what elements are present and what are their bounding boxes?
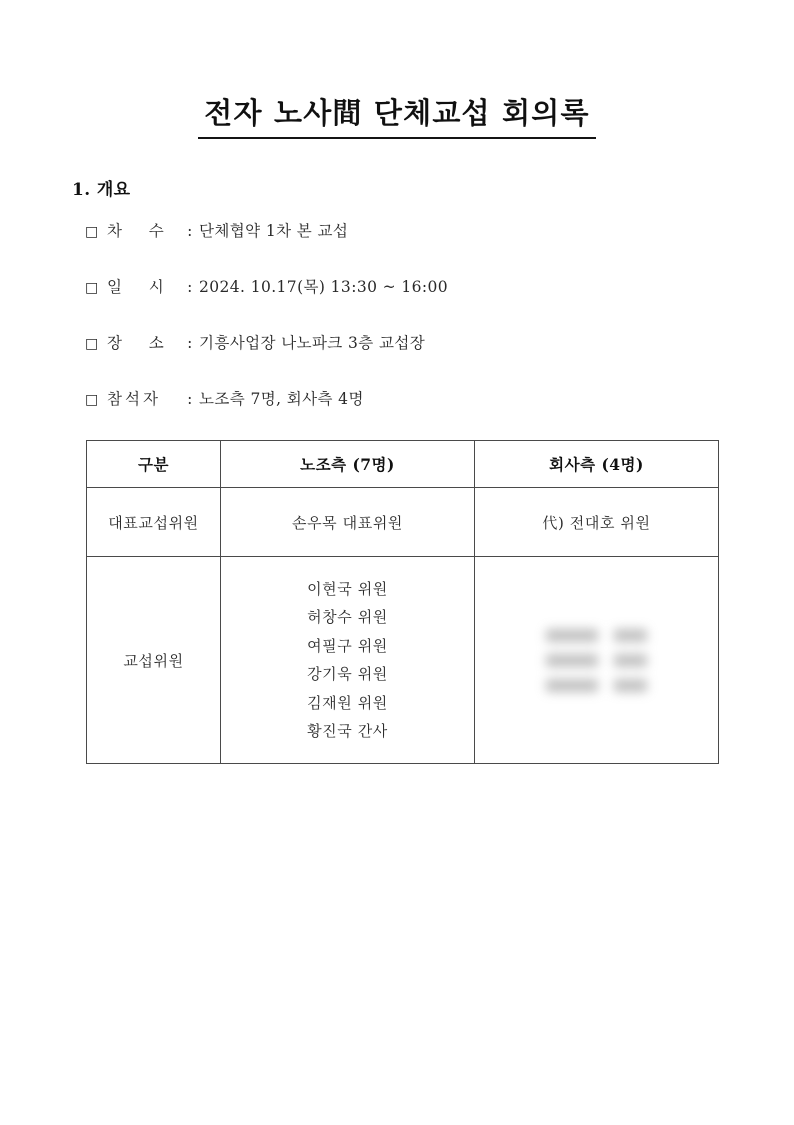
overview-item-value: 노조측 7명, 회사측 4명 xyxy=(199,390,364,408)
cell-union-members xyxy=(221,557,475,764)
list-item: 강기욱 위원 xyxy=(307,665,388,683)
overview-item-colon: : xyxy=(187,222,193,240)
list-item: 여필구 위원 xyxy=(307,636,388,655)
union-member-list xyxy=(221,575,474,746)
overview-item-colon: : xyxy=(187,278,193,296)
redacted-chunk xyxy=(546,629,598,642)
cell-company-representative: 代) 전대호 위원 xyxy=(475,488,719,557)
redacted-content xyxy=(475,629,718,692)
list-item: 김재원 위원 xyxy=(307,693,388,712)
section-heading-overview: 1. 개요 xyxy=(72,180,131,200)
overview-item-label: 일 시 xyxy=(107,278,167,296)
overview-item-label: 참석자 xyxy=(107,390,161,408)
column-header-category: 구분 xyxy=(87,441,221,488)
overview-item-round xyxy=(85,219,725,275)
list-item: 황진국 간사 xyxy=(307,722,388,740)
redacted-chunk xyxy=(546,679,598,692)
cell-category-members: 교섭위원 xyxy=(87,557,221,764)
redacted-chunk xyxy=(614,679,647,692)
overview-item-label: 차 수 xyxy=(107,222,167,240)
overview-item-value: 기흥사업장 나노파크 3층 교섭장 xyxy=(199,334,426,352)
attendee-table xyxy=(86,440,719,764)
table-row xyxy=(87,557,719,764)
square-bullet-icon: □ xyxy=(85,392,99,408)
redacted-line xyxy=(546,679,647,692)
overview-item-colon: : xyxy=(187,390,193,408)
table-header-row xyxy=(87,441,719,488)
column-header-company: 회사측 (4명) xyxy=(475,441,719,488)
cell-company-members-redacted xyxy=(475,557,719,764)
redacted-chunk xyxy=(546,654,598,667)
overview-list xyxy=(85,219,725,443)
overview-item-datetime xyxy=(85,275,725,331)
redacted-line xyxy=(546,654,647,667)
list-item: 허창수 위원 xyxy=(307,608,388,626)
square-bullet-icon: □ xyxy=(85,280,99,296)
overview-item-label: 장 소 xyxy=(107,334,167,352)
column-header-union: 노조측 (7명) xyxy=(221,441,475,488)
cell-category-representative: 대표교섭위원 xyxy=(87,488,221,557)
overview-item-value: 2024. 10.17(목) 13:30 ~ 16:00 xyxy=(199,278,449,296)
table-row xyxy=(87,488,719,557)
redacted-chunk xyxy=(614,654,647,667)
overview-item-value: 단체협약 1차 본 교섭 xyxy=(199,222,349,240)
list-item: 이현국 위원 xyxy=(307,579,388,598)
overview-item-location xyxy=(85,331,725,387)
page-title-text: 전자 노사間 단체교섭 회의록 xyxy=(198,96,595,139)
redacted-line xyxy=(546,629,647,642)
overview-item-colon: : xyxy=(187,334,193,352)
overview-item-attendees xyxy=(85,387,725,443)
redacted-chunk xyxy=(614,629,647,642)
page-title xyxy=(0,96,794,139)
cell-union-representative: 손우목 대표위원 xyxy=(221,488,475,557)
square-bullet-icon: □ xyxy=(85,336,99,352)
square-bullet-icon: □ xyxy=(85,224,99,240)
